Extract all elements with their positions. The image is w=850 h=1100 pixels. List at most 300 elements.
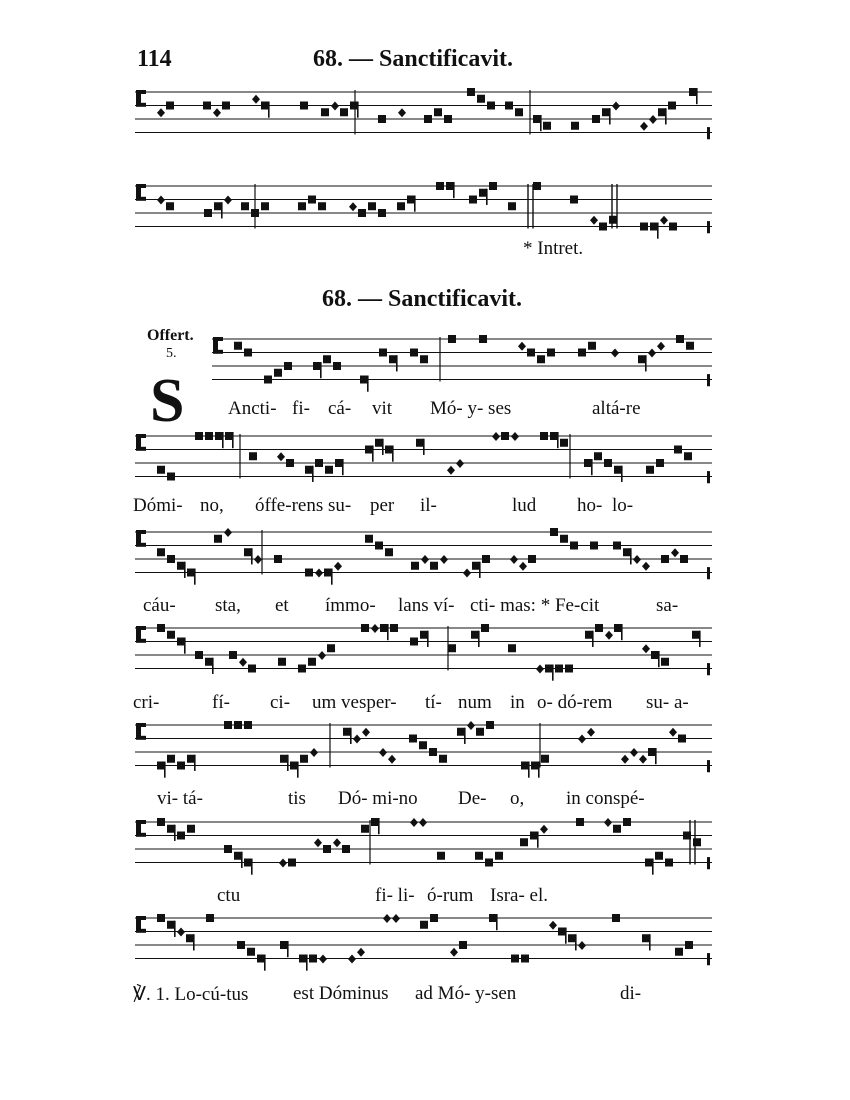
neume-rhombus xyxy=(518,342,526,351)
neume-punctum xyxy=(665,859,673,867)
neume-rhombus xyxy=(630,748,638,757)
clef xyxy=(136,639,146,643)
neume-rhombus xyxy=(239,658,247,667)
neume-punctum xyxy=(360,376,368,384)
neume-punctum xyxy=(244,721,252,729)
neume-stem xyxy=(621,466,623,482)
neume-punctum xyxy=(167,825,175,833)
neume-punctum xyxy=(280,941,288,949)
neume-rhombus xyxy=(640,122,648,131)
neume-punctum xyxy=(602,108,610,116)
neume-stem xyxy=(538,762,540,778)
lyric-syllable: ctu xyxy=(217,885,241,906)
neume-punctum xyxy=(244,349,252,357)
neume-rhombus xyxy=(362,728,370,737)
neume-rhombus xyxy=(604,818,612,827)
neume-stem xyxy=(537,832,539,848)
clef xyxy=(136,197,146,201)
neume-punctum xyxy=(678,735,686,743)
lyric-syllable: sa- xyxy=(656,595,679,616)
neume-punctum xyxy=(333,362,341,370)
neume-punctum xyxy=(167,755,175,763)
clef xyxy=(136,916,146,920)
neume-punctum xyxy=(645,859,653,867)
neume-punctum xyxy=(286,459,294,467)
neume-punctum xyxy=(528,555,536,563)
lyric-syllable: fi- li- xyxy=(375,885,415,906)
neume-punctum xyxy=(436,182,444,190)
neume-punctum xyxy=(313,362,321,370)
neume-punctum xyxy=(550,432,558,440)
neume-rhombus xyxy=(649,115,657,124)
neume-rhombus xyxy=(315,569,323,578)
neume-punctum xyxy=(378,209,386,217)
neume-punctum xyxy=(565,665,573,673)
neume-rhombus xyxy=(333,838,341,847)
neume-punctum xyxy=(247,948,255,956)
neume-punctum xyxy=(177,562,185,570)
neume-punctum xyxy=(299,955,307,963)
neume-punctum xyxy=(592,115,600,123)
neume-stem xyxy=(479,562,481,578)
neume-punctum xyxy=(683,832,691,840)
neume-punctum xyxy=(469,196,477,204)
neume-punctum xyxy=(676,335,684,343)
clef xyxy=(136,434,146,438)
neume-punctum xyxy=(244,859,252,867)
neume-rhombus xyxy=(467,721,475,730)
neume-punctum xyxy=(261,202,269,210)
neume-punctum xyxy=(437,852,445,860)
neume-punctum xyxy=(446,182,454,190)
neume-punctum xyxy=(508,202,516,210)
neume-rhombus xyxy=(353,735,361,744)
neume-punctum xyxy=(214,535,222,543)
neume-punctum xyxy=(550,528,558,536)
neume-punctum xyxy=(486,721,494,729)
neume-stem xyxy=(194,755,196,771)
neume-stem xyxy=(591,459,593,475)
neume-punctum xyxy=(520,838,528,846)
neume-rhombus xyxy=(456,459,464,468)
neume-rhombus xyxy=(410,818,418,827)
neume-stem xyxy=(174,921,176,937)
neume-punctum xyxy=(375,542,383,550)
neume-stem xyxy=(387,624,389,640)
neume-punctum xyxy=(380,624,388,632)
initial-letter: S xyxy=(150,367,185,435)
neume-rhombus xyxy=(463,569,471,578)
neume-rhombus xyxy=(254,555,262,564)
neume-punctum xyxy=(214,202,222,210)
lyric-syllable: Ancti- xyxy=(228,398,277,419)
neume-rhombus xyxy=(310,748,318,757)
neume-stem xyxy=(164,762,166,778)
neume-stem xyxy=(396,355,398,371)
neume-rhombus xyxy=(213,108,221,117)
neume-rhombus xyxy=(177,928,185,937)
neume-punctum xyxy=(280,755,288,763)
neume-punctum xyxy=(187,569,195,577)
neume-punctum xyxy=(527,349,535,357)
neume-punctum xyxy=(420,355,428,363)
custos xyxy=(707,953,710,965)
neume-punctum xyxy=(472,562,480,570)
neume-punctum xyxy=(485,859,493,867)
neume-stem xyxy=(320,362,322,378)
clef xyxy=(136,184,146,188)
mode-number: 5. xyxy=(166,346,177,361)
neume-stem xyxy=(486,189,488,205)
neume-punctum xyxy=(475,852,483,860)
neume-stem xyxy=(350,728,352,744)
neume-rhombus xyxy=(440,555,448,564)
neume-rhombus xyxy=(510,555,518,564)
neume-rhombus xyxy=(348,955,356,964)
lyric-syllable: o- dó-rem xyxy=(537,692,613,713)
neume-punctum xyxy=(489,914,497,922)
neume-punctum xyxy=(157,762,165,770)
neume-rhombus xyxy=(657,342,665,351)
neume-punctum xyxy=(471,631,479,639)
neume-punctum xyxy=(467,88,475,96)
neume-punctum xyxy=(685,941,693,949)
neume-punctum xyxy=(689,88,697,96)
neume-rhombus xyxy=(318,651,326,660)
neume-punctum xyxy=(495,852,503,860)
neume-rhombus xyxy=(379,748,387,757)
neume-punctum xyxy=(166,202,174,210)
lyric-syllable: vit xyxy=(372,398,393,419)
neume-punctum xyxy=(419,741,427,749)
neume-punctum xyxy=(479,189,487,197)
neume-punctum xyxy=(505,102,513,110)
custos xyxy=(707,127,710,139)
neume-punctum xyxy=(585,631,593,639)
neume-rhombus xyxy=(633,555,641,564)
lyric-syllable: cá- xyxy=(328,398,352,419)
neume-punctum xyxy=(186,934,194,942)
neume-punctum xyxy=(570,542,578,550)
neume-punctum xyxy=(430,562,438,570)
neume-punctum xyxy=(361,624,369,632)
neume-punctum xyxy=(157,624,165,632)
neume-rhombus xyxy=(388,755,396,764)
neume-stem xyxy=(194,569,196,585)
neume-rhombus xyxy=(419,818,427,827)
neume-rhombus xyxy=(392,914,400,923)
neume-punctum xyxy=(167,555,175,563)
neume-punctum xyxy=(290,762,298,770)
clef xyxy=(136,736,146,740)
lyric-syllable: Dómi- xyxy=(133,495,183,516)
neume-stem xyxy=(268,102,270,118)
neume-punctum xyxy=(342,845,350,853)
neume-stem xyxy=(174,825,176,841)
neume-punctum xyxy=(669,223,677,231)
neume-rhombus xyxy=(648,349,656,358)
neume-stem xyxy=(621,624,623,640)
neume-rhombus xyxy=(319,955,327,964)
neume-rhombus xyxy=(540,825,548,834)
neume-punctum xyxy=(274,369,282,377)
neume-punctum xyxy=(397,202,405,210)
neume-rhombus xyxy=(447,466,455,475)
neume-rhombus xyxy=(611,349,619,358)
custos xyxy=(707,567,710,579)
neume-punctum xyxy=(439,755,447,763)
neume-punctum xyxy=(177,762,185,770)
neume-punctum xyxy=(335,459,343,467)
neume-punctum xyxy=(656,459,664,467)
neume-punctum xyxy=(234,721,242,729)
neume-punctum xyxy=(511,955,519,963)
neume-punctum xyxy=(177,638,185,646)
lyric-syllable: est Dóminus xyxy=(293,983,389,1004)
custos xyxy=(707,221,710,233)
neume-punctum xyxy=(248,665,256,673)
neume-rhombus xyxy=(669,728,677,737)
neume-punctum xyxy=(305,569,313,577)
neume-punctum xyxy=(420,631,428,639)
neume-punctum xyxy=(308,196,316,204)
lyric-syllable: sta, xyxy=(215,595,241,616)
neume-stem xyxy=(665,108,667,124)
neume-punctum xyxy=(375,439,383,447)
neume-punctum xyxy=(584,459,592,467)
neume-punctum xyxy=(407,196,415,204)
lyric-syllable: et xyxy=(275,595,289,616)
neume-stem xyxy=(453,182,455,198)
neume-punctum xyxy=(648,748,656,756)
neume-punctum xyxy=(595,624,603,632)
neume-rhombus xyxy=(642,562,650,571)
neume-stem xyxy=(540,115,542,131)
neume-punctum xyxy=(203,102,211,110)
neume-stem xyxy=(658,651,660,667)
neume-punctum xyxy=(655,852,663,860)
neume-punctum xyxy=(571,122,579,130)
neume-stem xyxy=(645,355,647,371)
neume-punctum xyxy=(590,542,598,550)
neume-punctum xyxy=(693,838,701,846)
lyric-syllable: cti- mas: * Fe-cit xyxy=(470,595,600,616)
neume-stem xyxy=(592,631,594,647)
neume-punctum xyxy=(638,355,646,363)
lyric-syllable: lo- xyxy=(612,495,634,516)
neume-punctum xyxy=(537,355,545,363)
neume-punctum xyxy=(300,102,308,110)
neume-stem xyxy=(264,955,266,971)
neume-rhombus xyxy=(314,838,322,847)
neume-punctum xyxy=(612,914,620,922)
neume-rhombus xyxy=(450,948,458,957)
neume-rhombus xyxy=(587,728,595,737)
lyric-syllable: tis xyxy=(288,788,306,809)
neume-stem xyxy=(423,439,425,455)
neume-punctum xyxy=(487,102,495,110)
neume-punctum xyxy=(578,349,586,357)
neume-punctum xyxy=(646,466,654,474)
neume-punctum xyxy=(613,542,621,550)
neume-punctum xyxy=(365,446,373,454)
neume-stem xyxy=(372,446,374,462)
lyric-syllable: altá-re xyxy=(592,398,641,419)
lyric-syllable: Mó- y- ses xyxy=(430,398,512,419)
neume-rhombus xyxy=(536,665,544,674)
neume-punctum xyxy=(321,108,329,116)
offertory-label: Offert. xyxy=(147,327,194,344)
neume-stem xyxy=(251,548,253,564)
neume-rhombus xyxy=(277,452,285,461)
neume-punctum xyxy=(371,818,379,826)
neume-stem xyxy=(655,748,657,764)
lyric-syllable: De- xyxy=(458,788,487,809)
neume-punctum xyxy=(318,202,326,210)
lyric-syllable: ℣. 1. Lo-cú-tus xyxy=(133,984,249,1005)
lyric-syllable: vi- tá- xyxy=(157,788,203,809)
neume-punctum xyxy=(477,95,485,103)
neume-punctum xyxy=(410,638,418,646)
neume-punctum xyxy=(424,115,432,123)
neume-punctum xyxy=(558,928,566,936)
neume-punctum xyxy=(215,432,223,440)
lyric-syllable: num xyxy=(458,692,492,713)
neume-punctum xyxy=(206,914,214,922)
neume-punctum xyxy=(444,115,452,123)
page-number: 114 xyxy=(137,46,172,72)
neume-punctum xyxy=(543,122,551,130)
neume-punctum xyxy=(166,102,174,110)
neume-punctum xyxy=(325,466,333,474)
neume-punctum xyxy=(594,452,602,460)
neume-punctum xyxy=(448,335,456,343)
neume-punctum xyxy=(385,548,393,556)
clef xyxy=(136,723,146,727)
lyric-syllable: in conspé- xyxy=(566,788,645,809)
neume-punctum xyxy=(305,466,313,474)
neume-stem xyxy=(367,376,369,392)
neume-punctum xyxy=(327,644,335,652)
neume-punctum xyxy=(390,624,398,632)
custos xyxy=(707,857,710,869)
neume-rhombus xyxy=(224,196,232,205)
neume-punctum xyxy=(614,624,622,632)
lyric-syllable: in xyxy=(510,692,525,713)
clef xyxy=(213,350,223,354)
neume-punctum xyxy=(274,555,282,563)
neume-stem xyxy=(478,631,480,647)
neume-stem xyxy=(232,432,234,448)
neume-rhombus xyxy=(590,216,598,225)
neume-punctum xyxy=(588,342,596,350)
neume-stem xyxy=(528,762,530,778)
neume-stem xyxy=(357,102,359,118)
neume-punctum xyxy=(261,102,269,110)
neume-stem xyxy=(649,934,651,950)
lyric-syllable: ad Mó- y-sen xyxy=(415,983,517,1004)
neume-punctum xyxy=(609,216,617,224)
neume-punctum xyxy=(521,955,529,963)
lyric-syllable: Isra- el. xyxy=(490,885,549,906)
neume-rhombus xyxy=(349,202,357,211)
neume-punctum xyxy=(284,362,292,370)
neume-stem xyxy=(552,665,554,681)
neume-punctum xyxy=(264,376,272,384)
lyric-syllable: tí- xyxy=(425,692,442,713)
neume-punctum xyxy=(167,921,175,929)
neume-rhombus xyxy=(421,555,429,564)
clef xyxy=(136,530,146,534)
neume-punctum xyxy=(205,432,213,440)
lyric-syllable: lans ví- xyxy=(398,595,455,616)
neume-punctum xyxy=(343,728,351,736)
neume-rhombus xyxy=(224,528,232,537)
neume-punctum xyxy=(457,728,465,736)
neume-punctum xyxy=(482,555,490,563)
neume-stem xyxy=(306,955,308,971)
neume-punctum xyxy=(167,473,175,481)
neume-punctum xyxy=(533,115,541,123)
neume-punctum xyxy=(604,459,612,467)
neume-punctum xyxy=(411,562,419,570)
lyric-syllable: ímmo- xyxy=(325,595,376,616)
neume-punctum xyxy=(157,914,165,922)
neume-rhombus xyxy=(612,102,620,111)
neume-punctum xyxy=(177,832,185,840)
neume-punctum xyxy=(368,202,376,210)
neume-rhombus xyxy=(383,914,391,923)
neume-punctum xyxy=(531,762,539,770)
neume-stem xyxy=(699,631,701,647)
custos xyxy=(707,760,710,772)
neume-punctum xyxy=(288,859,296,867)
neume-punctum xyxy=(187,755,195,763)
neume-punctum xyxy=(225,432,233,440)
neume-punctum xyxy=(278,658,286,666)
neume-punctum xyxy=(298,665,306,673)
neume-punctum xyxy=(434,108,442,116)
neume-punctum xyxy=(661,658,669,666)
neume-punctum xyxy=(692,631,700,639)
neume-punctum xyxy=(576,818,584,826)
neume-stem xyxy=(342,459,344,475)
neume-punctum xyxy=(623,818,631,826)
neume-punctum xyxy=(675,948,683,956)
neume-punctum xyxy=(300,755,308,763)
neume-stem xyxy=(241,852,243,868)
neume-stem xyxy=(496,914,498,930)
neume-punctum xyxy=(613,825,621,833)
neume-punctum xyxy=(614,466,622,474)
neume-rhombus xyxy=(371,624,379,633)
neume-punctum xyxy=(234,342,242,350)
neume-punctum xyxy=(205,658,213,666)
neume-stem xyxy=(575,934,577,950)
neume-stem xyxy=(414,196,416,212)
neume-punctum xyxy=(481,624,489,632)
clef xyxy=(136,626,146,630)
neume-punctum xyxy=(684,452,692,460)
neume-stem xyxy=(287,941,289,957)
neume-stem xyxy=(557,432,559,448)
clef xyxy=(136,447,146,451)
neume-punctum xyxy=(309,955,317,963)
neume-stem xyxy=(184,562,186,578)
neume-punctum xyxy=(650,223,658,231)
neume-punctum xyxy=(224,845,232,853)
neume-punctum xyxy=(234,852,242,860)
